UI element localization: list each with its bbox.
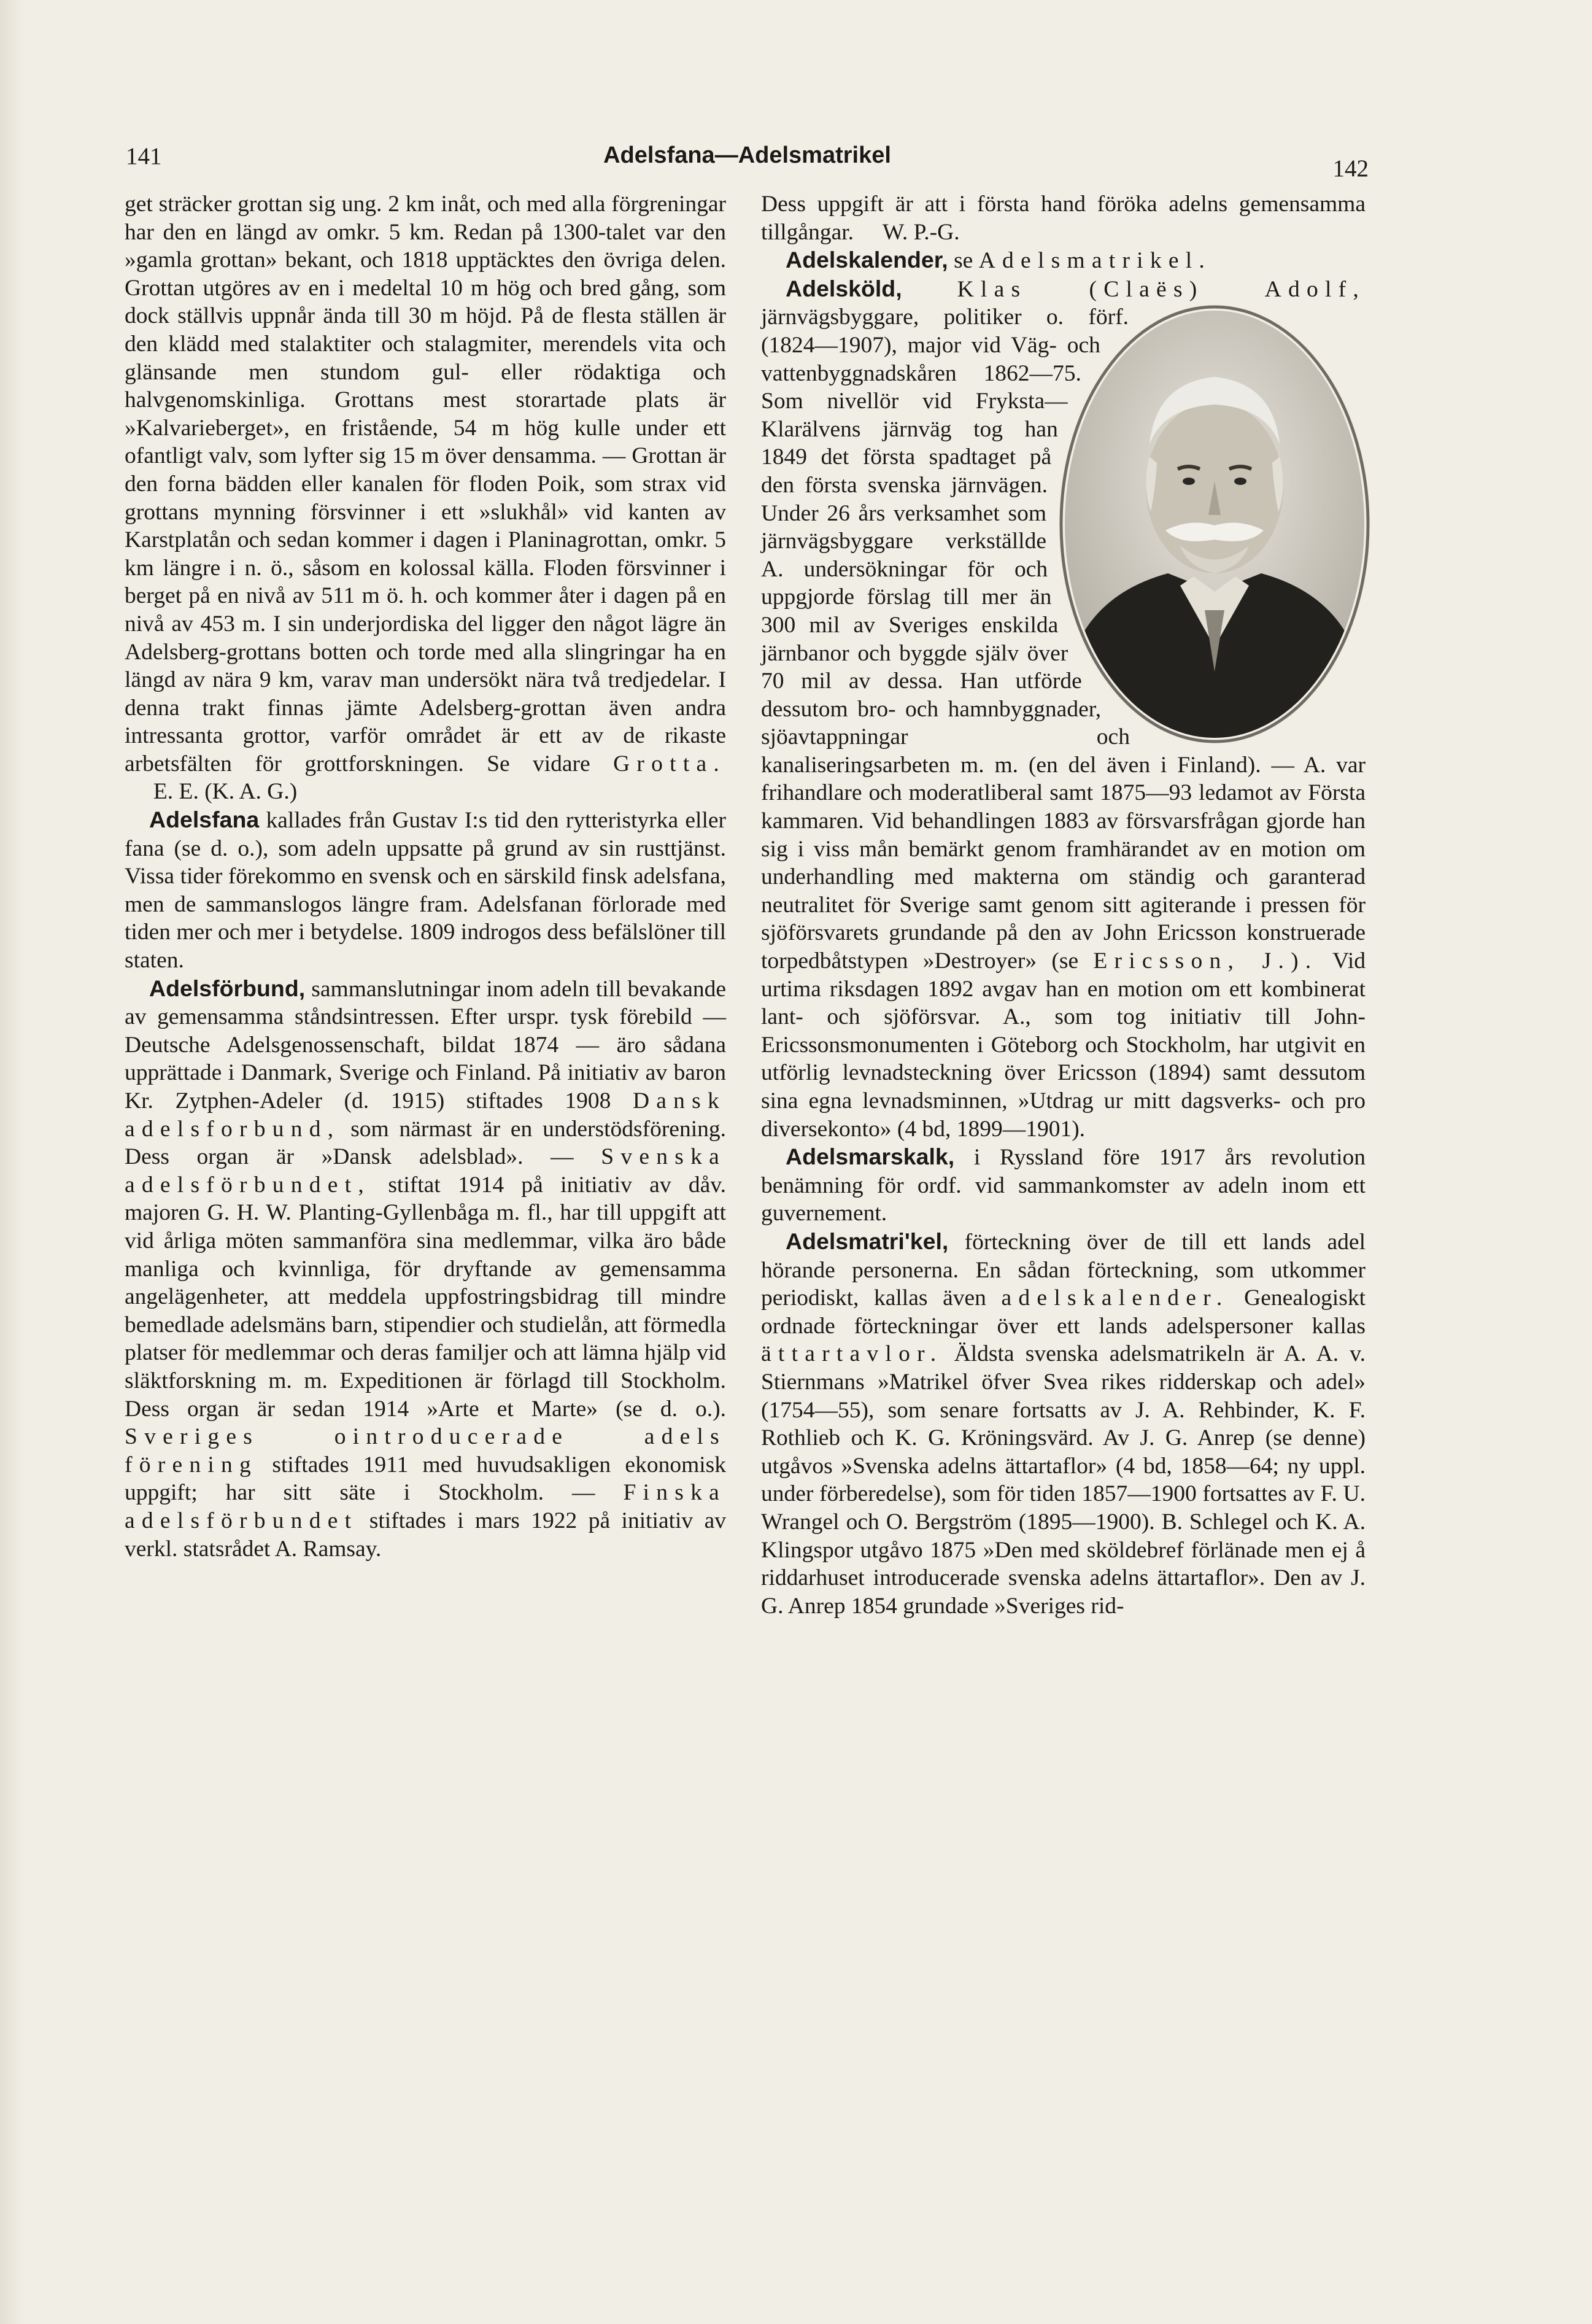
paragraph-text: förteckning över de till ett lands adel hörande personerna. En sådan förteckning, som utkommer periodiskt, kallas även [761,1229,1366,1311]
paragraph-text: som närmast är en understödsförening. Dess organ är »Dansk adelsblad». — [125,1116,727,1170]
author-signature: E. E. (K. A. G.) [153,779,298,805]
paragraph-text: se [954,248,973,274]
headword: Adelsförbund, [149,975,306,1001]
entry-adelskold [761,275,1366,1143]
left-column [125,190,726,1563]
headword: Adelsmatri'kel, [786,1228,949,1254]
paragraph-text: sammanslutningar inom adeln till bevakande av gemensamma ståndsintressen. Efter urspr. tysk förebild — Deutsche Adelsgenossenschaft, bildat 1874 — äro sådana upprättade i Danmark, Sverige och Finland. På initiativ av baron Kr. Zytphen-Adeler (d. 1915) stiftades 1908 [125,976,727,1114]
paragraph-text: i Ryssland före 1917 års revolution benämning för ordf. vid sammankomster av adeln inom ett guvernement. [761,1145,1366,1226]
entry-adelsfana [125,806,726,975]
paragraph-text: Äldsta svenska adelsmatrikeln är A. A. v. Stiernmans »Matrikel öfver Svea rikes ridderskap och adel» (1754—55), som senare fortsatts av J. A. Rehbinder, K. F. Rothlieb och K. G. Kröningsvärd. Av J. G. Anrep (se denne) utgåvos »Svenska adelns ättartaflor» (4 bd, 1858—64; ny uppl. under förberedelse), som för tiden 1857—1900 fortsattes av F. U. Wrangel och O. Bergström (1895—1900). B. Schlegel och K. A. Klingspor utgåvo 1875 »Den med sköldebref förlänade men ej å riddarhuset introducerade svenska adelns ättartaflor». Den av J. G. Anrep 1854 grundade »Sveriges rid- [761,1341,1366,1619]
spaced-term: Sveriges ointroducerade adels förening [125,1424,726,1478]
entry-adelsforbund [125,975,726,1563]
portrait-oval-icon [1057,303,1372,745]
headword: Adelskalender, [786,247,948,273]
entry-adelsberg-continued [125,190,726,806]
headword: Adelsköld, [786,275,902,301]
page-edge [0,0,25,2324]
author-signature: W. P.-G. [882,219,960,245]
running-title: Adelsfana—Adelsmatrikel [603,142,891,168]
spaced-term: adelskalender. [1001,1285,1229,1311]
cross-reference: Ericsson, J.). [1093,948,1318,974]
paragraph-text: kallades från Gustav I:s tid den rytteristyrka eller fana (se d. o.), som adeln uppsatte på grund av sin rusttjänst. Vissa tider förekommo en svensk och en särskild finsk adelsfana, men de sammanslogos längre fram. Adelsfanan förlorade med tiden mer och mer i betydelse. 1809 indrogos dess befälslöner till staten. [125,808,727,974]
paragraph-text: stiftades i mars 1922 på initiativ av verkl. statsrådet A. Ramsay. [125,1508,726,1562]
cross-reference: Grotta. [613,751,727,777]
paragraph-text: stiftades 1911 med huvudsakligen ekonomisk uppgift; har sitt säte i Stockholm. — [125,1452,727,1506]
paragraph-text: Genealogiskt ordnade förteckningar över ett lands adelspersoner kallas [761,1285,1366,1339]
page-number-right: 142 [1332,155,1369,182]
entry-adelsforbund-end [761,190,1366,246]
spaced-term: Svenska adelsförbundet, [125,1144,727,1198]
entry-adelskalender [761,246,1366,275]
spaced-term: ättartavlor. [761,1341,943,1367]
right-column [761,190,1366,1620]
entry-adelsmarskalk [761,1143,1366,1228]
paragraph-text: Vid urtima riksdagen 1892 avgav han en motion om ett kombinerat lant- och sjöförsvar. A., som tog initiativ till John-Ericssonsmonumenten i Göteborg och Stockholm, har utgivit en utförlig levnadsteckning över Ericsson (1894) samt dessutom sina egna levnadsminnen, »Utdrag ur mitt dagsverks- och pro diversekonto» (4 bd, 1899—1901). [761,948,1366,1142]
paragraph-text: stiftat 1914 på initiativ av dåv. majoren G. H. W. Planting-Gyllenbåga m. fl., har till uppgift att vid årliga möten sammanföra sina medlemmar, vilka äro både manliga och kvinnliga, för dryftande av gemensamma angelägenheter, att meddela uppfostringsbidrag till mindre bemedlade adelsmäns barn, stipendier och studielån, att förmedla platser för medlemmar och deras familjer och att lämna hjälp vid släktforskning m. m. Expeditionen är förlagd till Stockholm. Dess organ är sedan 1914 »Arte et Marte» (se d. o.). [125,1172,727,1422]
page-header [126,136,1369,182]
paragraph-text: Dess uppgift är att i första hand föröka adelns gemensamma tillgångar. [761,192,1366,245]
paragraph-text: get sträcker grottan sig ung. 2 km inåt, och med alla förgreningar har den en längd av omkr. 5 km. Redan på 1300-talet var den »gamla grottan» bekant, och 1818 upptäcktes den övriga delen. Grottan utgöres av en i medeltal 10 m hög och bred gång, som dock ställvis uppnår ända till 30 m höjd. På de flesta ställen är den klädd med stalaktiter och stalagmiter, merendels vita och glänsande men stundom gul- eller rödaktiga och halvgenomskinliga. Grottans mest storartade plats är »Kalvarieberget», en fristående, 54 m hög kulle under ett ofantligt valv, som lyfter sig 15 m över densamma. — Grottan är den forna bädden eller kanalen för floden Poik, som strax vid grottans mynning försvinner i ett »slukhål» vid kanten av Karstplatån och sedan kommer i dagen i Planinagrottan, omkr. 5 km längre i n. ö., såsom en kolossal källa. Floden försvinner i berget på en nivå av 511 m ö. h. och kommer åter i dagen på en nivå av 453 m. I sin underjordiska del ligger den något lägre än Adelsberg-grottans botten och torde med alla slingringar ha en längd av nära 9 km, varav man undersökt nära två tredjedelar. I denna trakt finnas jämte Adelsberg-grottan även andra intressanta grottor, varför området är ett av de rikaste arbetsfälten för grottforskningen. Se vidare [125,192,726,777]
cross-reference: Adelsmatrikel. [978,248,1212,274]
entry-adelsmatrikel [761,1228,1366,1620]
headword: Adelsmarskalk, [786,1144,955,1170]
paragraph-text: järnvägsbyggare, politiker o. förf. (1824—1907), major vid Väg- och vattenbyggnadskåren 1862—75. Som nivellör vid Fryksta—Klarälvens järnväg tog han 1849 det första spadtaget på den första svenska järnvägen. Under 26 års verksamhet som järnvägsbyggare verkställde A. undersökningar för och uppgjorde förslag till mer än 300 mil av Sveriges enskilda järnbanor och byggde själv över 70 mil av dessa. Han utförde dessutom bro- och hamnbyggnader, sjöavtappningar och kanaliseringsarbeten m. m. (en del även i Finland). — A. var frihandlare och moderatliberal samt 1875—93 ledamot av Första kammaren. Vid behandlingen 1883 av försvarsfrågan gjorde han sig i viss mån bemärkt genom framhärandet av en motion om underhandling med makterna om ständig och garanterad neutralitet för Sverige samt genom sitt agiterande i pressen för sjöförsvarets grundande på den av John Ericsson konstruerade torpedbåtstypen »Destroyer» (se [761,304,1366,974]
spaced-term: Finska adelsförbundet [125,1480,727,1533]
headword: Adelsfana [149,807,260,833]
spaced-name: Klas (Claës) Adolf, [957,276,1366,302]
spaced-term: Dansk adelsforbund, [125,1088,727,1142]
page-number-left: 141 [126,143,162,169]
